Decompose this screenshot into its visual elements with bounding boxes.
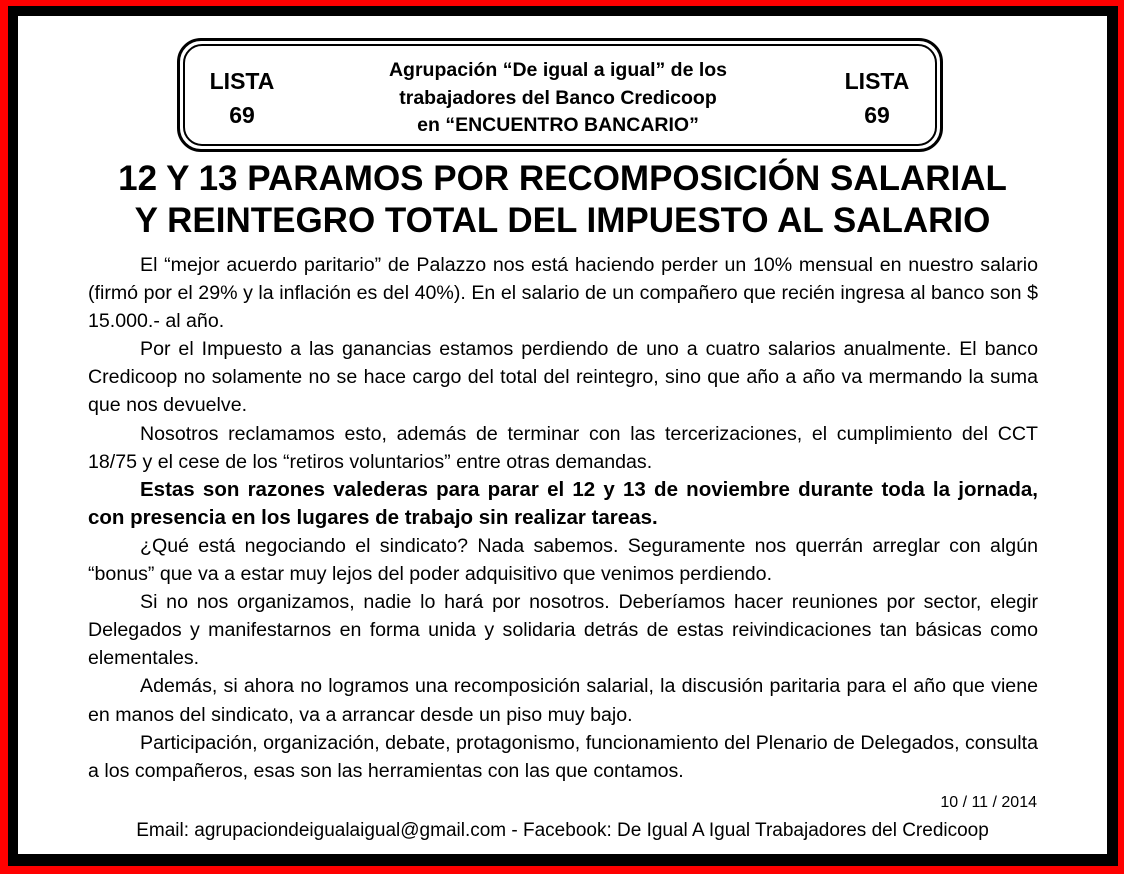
headline-line-1: 12 Y 13 PARAMOS POR RECOMPOSICIÓN SALARIAL [118, 159, 1007, 198]
headline-line-2: Y REINTEGRO TOTAL DEL IMPUESTO AL SALARIO [134, 201, 991, 240]
group-name-line: Agrupación “De igual a igual” de los [388, 59, 728, 81]
body-text [88, 251, 1038, 785]
paragraph: Nosotros reclamamos esto, además de terminar con las tercerizaciones, el cumplimiento del CCT 18/75 y el cese de los “retiros voluntarios” entre otras demandas. [88, 422, 1038, 473]
headline [18, 158, 1107, 242]
paragraph: El “mejor acuerdo paritario” de Palazzo nos está haciendo perder un 10% mensual en nuestro salario (firmó por el 29% y la inflación es del 40%). En el salario de un compañero que recién ingresa al banco son $ 15.000.- al año. [88, 254, 1038, 333]
paragraph: Participación, organización, debate, protagonismo, funcionamiento del Plenario de Delegados, consulta a los compañeros, esas son las herramientas con las que contamos. [88, 731, 1038, 782]
lista-badge-left [187, 64, 297, 132]
group-name-line: en “ENCUENTRO BANCARIO” [417, 114, 699, 136]
paragraph: ¿Qué está negociando el sindicato? Nada sabemos. Seguramente nos querrán arreglar con algún “bonus” que va a estar muy lejos del poder adquisitivo que venimos perdiendo. [88, 534, 1038, 586]
footer-contact: Email: agrupaciondeigualaigual@gmail.com - Facebook: De Igual A Igual Trabajadores del Credicoop [136, 820, 989, 841]
lista-number: 69 [229, 102, 255, 128]
group-name-line: trabajadores del Banco Credicoop [399, 86, 717, 109]
paragraph: Por el Impuesto a las ganancias estamos perdiendo de uno a cuatro salarios anualmente. El banco Credicoop no solamente no se hace cargo del total del reintegro, sino que año a año va mermando la suma que nos devuelve. [88, 338, 1038, 417]
lista-label: LISTA [209, 68, 275, 94]
flyer-page [18, 16, 1107, 854]
date: 10 / 11 / 2014 [940, 794, 1037, 811]
paragraph: Además, si ahora no logramos una recomposición salarial, la discusión paritaria para el año que viene en manos del sindicato, va a arrancar desde un piso muy bajo. [88, 675, 1038, 726]
lista-number: 69 [864, 102, 890, 128]
lista-badge-right [822, 64, 932, 132]
group-name [298, 57, 818, 140]
paragraph: Si no nos organizamos, nadie lo hará por nosotros. Deberíamos hacer reuniones por sector, elegir Delegados y manifestarnos en forma unida y solidaria detrás de estas reivindicaciones tan básicas como elementales. [88, 591, 1038, 670]
paragraph-emphasis: Estas son razones valederas para parar el 12 y 13 de noviembre durante toda la jornada, con presencia en los lugares de trabajo sin realizar tareas. [88, 477, 1038, 529]
lista-label: LISTA [844, 68, 910, 94]
